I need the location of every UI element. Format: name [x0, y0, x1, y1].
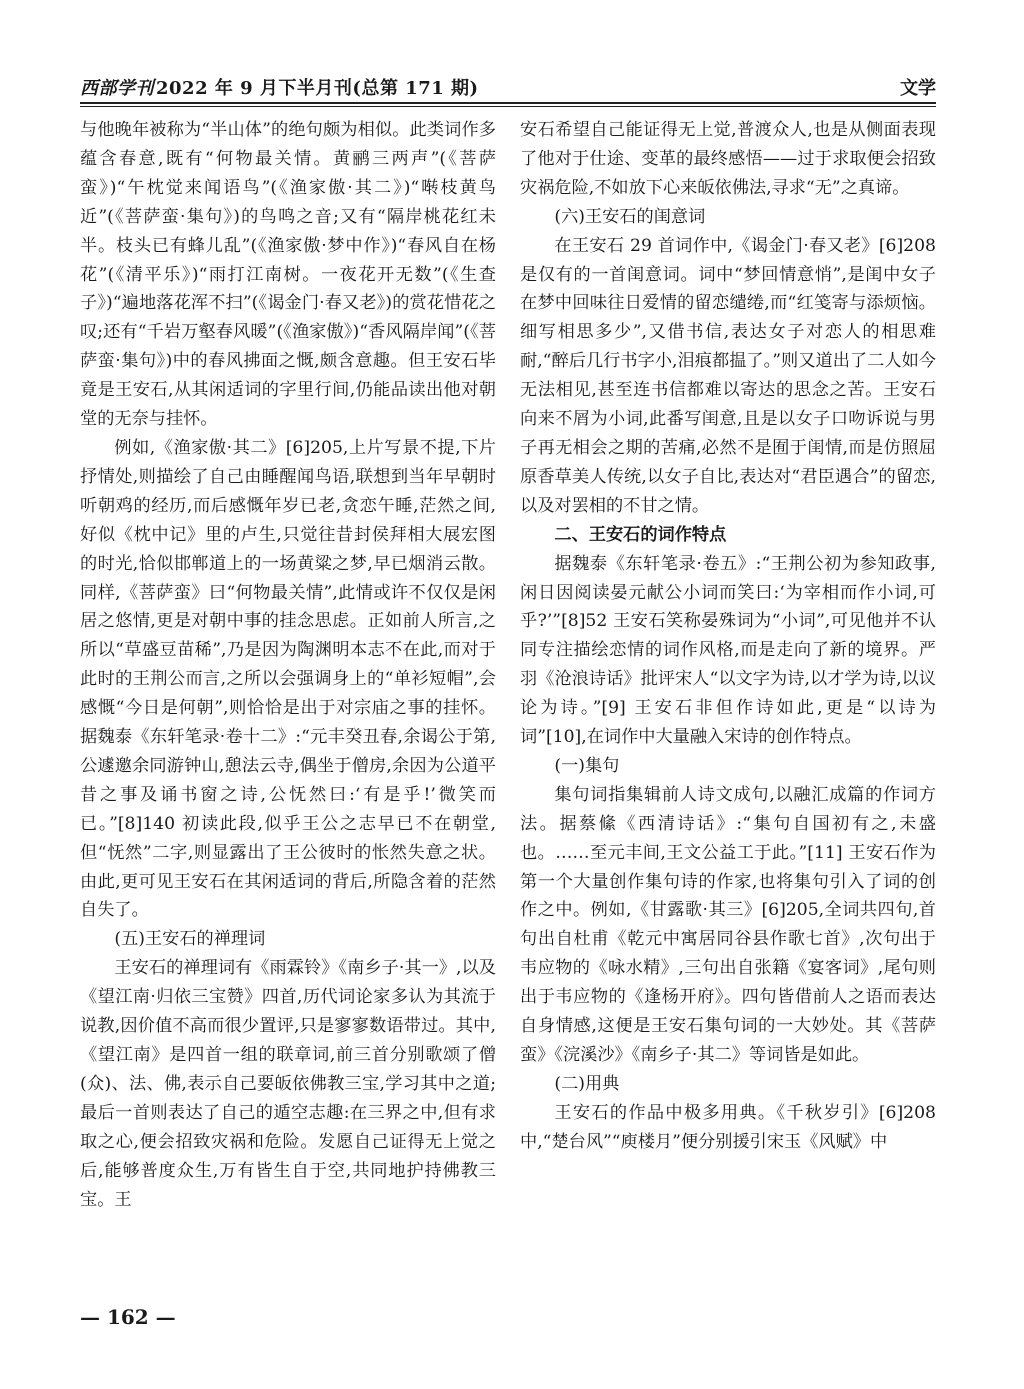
section-label: 文学: [900, 78, 936, 99]
header-rule-thick: [80, 102, 936, 104]
paragraph: 例如,《渔家傲·其二》[6]205,上片写景不提,下片抒情处,则描绘了自己由睡醒闻鸟语,联想到当年早朝时听朝鸡的经历,而后感慨年岁已老,贪恋午睡,茫然之间,好似《枕中记》里的卢生,只觉往昔封侯拜相大展宏图的时光,恰似邯郸道上的一场黄粱之梦,早已烟消云散。同样,《菩萨蛮》曰“何物最关情”,此情或许不仅仅是闲居之悠情,更是对朝中事的挂念思虑。正如前人所言,之所以“草盛豆苗稀”,乃是因为陶渊明本志不在此,而对于此时的王荆公而言,之所以会强调身上的“单衫短帽”,会感慨“今日是何朝”,则恰恰是出于对宗庙之事的挂怀。据魏泰《东轩笔录·卷十二》:“元丰癸丑春,余谒公于第,公遽邀余同游钟山,憩法云寺,偶坐于僧房,余因为公道平昔之事及诵书窗之诗,公怃然曰:‘有是乎!’微笑而已。”[8]140 初读此段,似乎王公之志早已不在朝堂,但“怃然”二字,则显露出了王公彼时的怅然失意之状。由此,更可见王安石在其闲适词的背后,所隐含着的茫然自失了。: [80, 437, 496, 921]
paragraph: 在王安石 29 首词作中,《谒金门·春又老》[6]208是仅有的一首闺意词。词中“梦回情意悄”,是闺中女子在梦中回味往日爱情的留恋缱绻,而“红笺寄与添烦恼。细写相思多少”,又借书信,表达女子对恋人的相思难耐,“醉后几行书字小,泪痕都揾了。”则又道出了二人如今无法相见,甚至连书信都难以寄达的思念之苦。王安石向来不屑为小词,此番写闺意,且是以女子口吻诉说与男子再无相会之期的苦痛,必然不是囿于闺情,而是仿照屈原香草美人传统,以女子自比,表达对“君臣遇合”的留恋,以及对罢相的不甘之情。: [520, 235, 936, 516]
header-rule-thin: [80, 106, 936, 107]
journal-issue-line: [80, 74, 479, 100]
subsection-heading: (六)王安石的闺意词: [554, 206, 706, 227]
running-header: [80, 74, 936, 100]
paragraph: 与他晚年被称为“半山体”的绝句颇为相似。此类词作多蕴含春意,既有“何物最关情。黄鹂三两声”(《菩萨蛮》)“午枕觉来闻语鸟”(《渔家傲·其二》)“啭枝黄鸟近”(《菩萨蛮·集句》)的鸟鸣之音;又有“隔岸桃花红未半。枝头已有蜂儿乱”(《渔家傲·梦中作》)“春风自在杨花”(《清平乐》)“雨打江南树。一夜花开无数”(《生查子》)“遍地落花浑不扫”(《谒金门·春又老》)的赏花惜花之叹;还有“千岩万壑春风暖”(《渔家傲》)“香风隔岸闻”(《菩萨蛮·集句》)中的春风拂面之慨,颇含意趣。但王安石毕竟是王安石,从其闲适词的字里行间,仍能品读出他对朝堂的无奈与挂怀。: [80, 120, 496, 430]
issue-info: 2022 年 9 月下半月刊(总第 171 期): [156, 78, 479, 99]
paragraph: 王安石的作品中极多用典。《千秋岁引》[6]208中,“楚台风”“庾楼月”便分别援引宋玉《风赋》中: [520, 1102, 936, 1152]
paragraph: 安石希望自己能证得无上觉,普渡众人,也是从侧面表现了他对于仕途、变革的最终感悟——过于求取便会招致灾祸危险,不如放下心来皈依佛法,寻求“无”之真谛。: [520, 120, 936, 198]
section-heading: 二、王安石的词作特点: [554, 524, 727, 545]
paragraph: 据魏泰《东轩笔录·卷五》:“王荆公初为参知政事,闲日因阅读晏元献公小词而笑曰:‘为宰相而作小词,可乎?’”[8]52 王安石笑称晏殊词为“小词”,可见他并不认同专注描绘恋情的词作风格,而是走向了新的境界。严羽《沧浪诗话》批评宋人“以文字为诗,以才学为诗,以议论为诗。”[9] 王安石非但作诗如此,更是“以诗为词”[10],在词作中大量融入宋诗的创作特点。: [520, 553, 936, 748]
journal-logo: 西部学刊: [80, 78, 154, 99]
subsection-heading: (一)集句: [554, 755, 620, 776]
subsection-heading: (二)用典: [554, 1073, 620, 1094]
page-number: — 162 —: [80, 1305, 176, 1329]
right-column: [520, 116, 936, 1157]
left-column: [80, 116, 496, 1214]
paragraph: 集句词指集辑前人诗文成句,以融汇成篇的作词方法。据蔡絛《西清诗话》:“集句自国初有之,未盛也。……至元丰间,王文公益工于此。”[11] 王安石作为第一个大量创作集句诗的作家,也将集句引入了词的创作之中。例如,《甘露歌·其三》[6]205,全词共四句,首句出自杜甫《乾元中寓居同谷县作歌七首》,次句出于韦应物的《咏水精》,三句出自张籍《宴客词》,尾句则出于韦应物的《逢杨开府》。四句皆借前人之语而表达自身情感,这便是王安石集句词的一大妙处。其《菩萨蛮》《浣溪沙》《南乡子·其二》等词皆是如此。: [520, 784, 936, 1065]
paragraph: 王安石的禅理词有《雨霖铃》《南乡子·其一》,以及《望江南·归依三宝赞》四首,历代词论家多认为其流于说教,因价值不高而很少置评,只是寥寥数语带过。其中,《望江南》是四首一组的联章词,前三首分别歌颂了僧(众)、法、佛,表示自己要皈依佛教三宝,学习其中之道;最后一首则表达了自己的遁空志趣:在三界之中,但有求取之心,便会招致灾祸和危险。发愿自己证得无上觉之后,能够普度众生,万有皆生自于空,共同地护持佛教三宝。王: [80, 958, 496, 1210]
subsection-heading: (五)王安石的禅理词: [114, 929, 266, 950]
